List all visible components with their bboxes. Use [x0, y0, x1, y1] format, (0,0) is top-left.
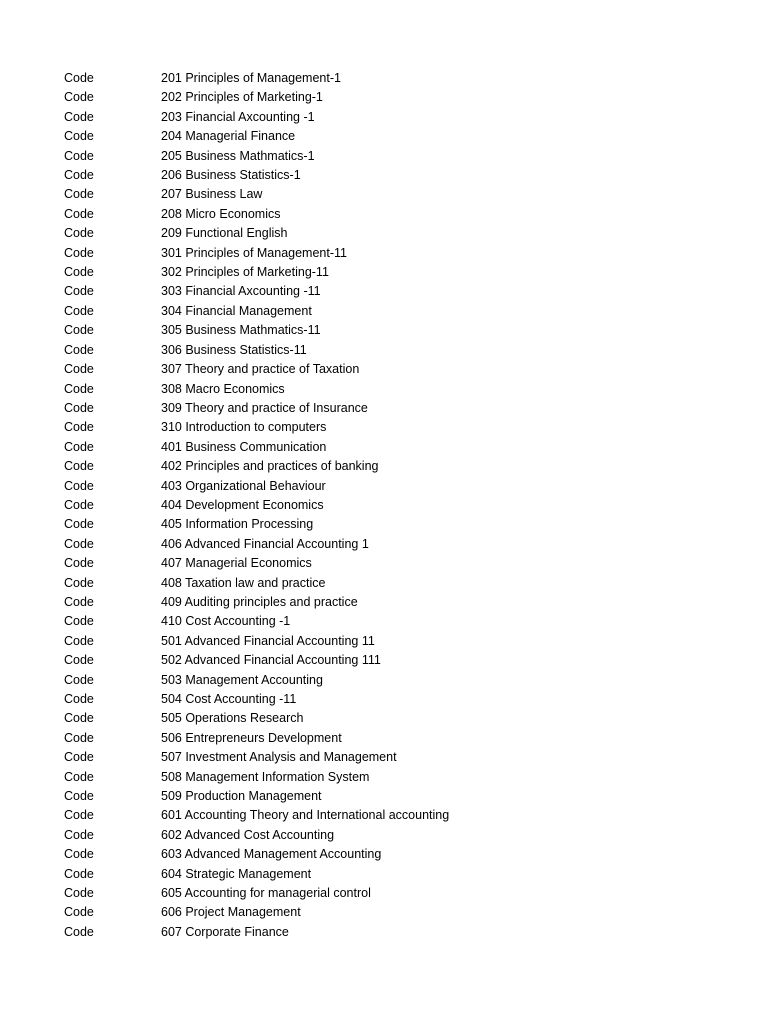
course-row — [64, 768, 744, 787]
course-entry: 409 Auditing principles and practice — [161, 594, 358, 609]
course-entry: 404 Development Economics — [161, 497, 324, 512]
course-row — [64, 418, 744, 437]
course-row — [64, 321, 744, 340]
course-row — [64, 477, 744, 496]
course-row — [64, 845, 744, 864]
course-row — [64, 399, 744, 418]
course-entry: 407 Managerial Economics — [161, 556, 312, 571]
code-label: Code — [64, 206, 94, 221]
course-row — [64, 535, 744, 554]
course-row — [64, 690, 744, 709]
code-label: Code — [64, 711, 94, 726]
course-row — [64, 185, 744, 204]
course-row — [64, 205, 744, 224]
code-label: Code — [64, 866, 94, 881]
code-label: Code — [64, 789, 94, 804]
code-label: Code — [64, 439, 94, 454]
course-entry: 602 Advanced Cost Accounting — [161, 827, 335, 842]
course-entry: 504 Cost Accounting -11 — [161, 692, 297, 706]
course-row — [64, 903, 744, 922]
course-entry: 305 Business Mathmatics-11 — [161, 323, 321, 338]
code-label: Code — [64, 148, 94, 163]
code-label: Code — [64, 459, 94, 474]
code-label: Code — [64, 575, 94, 590]
code-label: Code — [64, 400, 94, 415]
code-label: Code — [64, 536, 94, 551]
course-row — [64, 438, 744, 457]
course-row — [64, 554, 744, 573]
course-entry: 605 Accounting for managerial control — [161, 886, 371, 901]
course-entry: 308 Macro Economics — [161, 381, 285, 396]
course-row — [64, 612, 744, 631]
course-entry: 301 Principles of Management-11 — [161, 245, 347, 260]
course-entry: 501 Advanced Financial Accounting 11 — [161, 633, 375, 648]
course-row — [64, 651, 744, 670]
course-row — [64, 865, 744, 884]
course-entry: 402 Principles and practices of banking — [161, 459, 379, 474]
code-label: Code — [64, 653, 94, 668]
course-entry: 603 Advanced Management Accounting — [161, 847, 382, 862]
course-entry: 307 Theory and practice of Taxation — [161, 362, 360, 377]
course-entry: 406 Advanced Financial Accounting 1 — [161, 536, 369, 551]
code-label: Code — [64, 750, 94, 765]
code-label: Code — [64, 265, 94, 280]
course-row — [64, 515, 744, 534]
course-entry: 410 Cost Accounting -1 — [161, 614, 291, 629]
course-row — [64, 341, 744, 360]
code-label: Code — [64, 245, 94, 260]
course-entry: 202 Principles of Marketing-1 — [161, 90, 323, 105]
course-row — [64, 147, 744, 166]
code-label: Code — [64, 323, 94, 338]
course-row — [64, 826, 744, 845]
code-label: Code — [64, 594, 94, 609]
code-label: Code — [64, 614, 94, 629]
course-entry: 607 Corporate Finance — [161, 924, 289, 939]
course-row — [64, 69, 744, 88]
course-entry: 209 Functional English — [161, 226, 288, 241]
course-entry: 309 Theory and practice of Insurance — [161, 400, 368, 415]
course-row — [64, 108, 744, 127]
code-label: Code — [64, 129, 94, 144]
course-row — [64, 282, 744, 301]
course-row — [64, 574, 744, 593]
course-entry: 403 Organizational Behaviour — [161, 478, 326, 493]
code-label: Code — [64, 556, 94, 571]
course-entry: 201 Principles of Management-1 — [161, 71, 341, 85]
code-label: Code — [64, 71, 94, 85]
code-label: Code — [64, 827, 94, 842]
course-entry: 306 Business Statistics-11 — [161, 342, 307, 357]
code-label: Code — [64, 905, 94, 920]
course-row — [64, 729, 744, 748]
course-entry: 205 Business Mathmatics-1 — [161, 148, 315, 163]
course-entry: 505 Operations Research — [161, 711, 304, 726]
course-entry: 401 Business Communication — [161, 439, 327, 454]
course-row — [64, 88, 744, 107]
course-row — [64, 244, 744, 263]
course-row — [64, 593, 744, 612]
code-label: Code — [64, 168, 94, 183]
course-row — [64, 787, 744, 806]
course-row — [64, 224, 744, 243]
course-entry: 206 Business Statistics-1 — [161, 168, 301, 183]
course-entry: 408 Taxation law and practice — [161, 575, 326, 590]
course-row — [64, 671, 744, 690]
code-label: Code — [64, 187, 94, 202]
course-entry: 208 Micro Economics — [161, 206, 281, 221]
course-entry: 606 Project Management — [161, 905, 301, 920]
code-label: Code — [64, 769, 94, 784]
code-label: Code — [64, 362, 94, 377]
course-entry: 203 Financial Axcounting -1 — [161, 109, 315, 124]
course-row — [64, 166, 744, 185]
course-entry: 509 Production Management — [161, 789, 322, 804]
course-row — [64, 457, 744, 476]
code-label: Code — [64, 808, 94, 823]
code-label: Code — [64, 303, 94, 318]
course-row — [64, 302, 744, 321]
course-entry: 601 Accounting Theory and International accounting — [161, 808, 450, 823]
course-entry: 204 Managerial Finance — [161, 129, 296, 144]
course-entry: 304 Financial Management — [161, 303, 312, 318]
course-entry: 207 Business Law — [161, 187, 263, 202]
course-entry: 507 Investment Analysis and Management — [161, 750, 397, 765]
course-row — [64, 360, 744, 379]
course-entry: 604 Strategic Management — [161, 866, 312, 881]
code-label: Code — [64, 284, 94, 299]
code-label: Code — [64, 342, 94, 357]
course-row — [64, 748, 744, 767]
course-row — [64, 380, 744, 399]
code-label: Code — [64, 633, 94, 648]
course-row — [64, 127, 744, 146]
course-row — [64, 496, 744, 515]
course-row — [64, 709, 744, 728]
course-row — [64, 632, 744, 651]
code-label: Code — [64, 730, 94, 745]
code-label: Code — [64, 478, 94, 493]
course-entry: 303 Financial Axcounting -11 — [161, 284, 321, 299]
course-entry: 302 Principles of Marketing-11 — [161, 265, 329, 280]
course-entry: 508 Management Information System — [161, 769, 370, 784]
course-entry: 506 Entrepreneurs Development — [161, 730, 342, 745]
course-row — [64, 263, 744, 282]
code-label: Code — [64, 886, 94, 901]
code-label: Code — [64, 517, 94, 532]
course-row — [64, 923, 744, 942]
code-label: Code — [64, 497, 94, 512]
code-label: Code — [64, 420, 94, 435]
course-entry: 405 Information Processing — [161, 517, 314, 532]
course-entry: 502 Advanced Financial Accounting 111 — [161, 653, 381, 668]
code-label: Code — [64, 692, 94, 706]
code-label: Code — [64, 924, 94, 939]
code-label: Code — [64, 847, 94, 862]
code-label: Code — [64, 109, 94, 124]
code-label: Code — [64, 226, 94, 241]
code-label: Code — [64, 90, 94, 105]
course-row — [64, 884, 744, 903]
code-label: Code — [64, 381, 94, 396]
course-row — [64, 806, 744, 825]
course-entry: 310 Introduction to computers — [161, 420, 327, 435]
course-entry: 503 Management Accounting — [161, 672, 323, 687]
code-label: Code — [64, 672, 94, 687]
course-list — [64, 69, 744, 942]
